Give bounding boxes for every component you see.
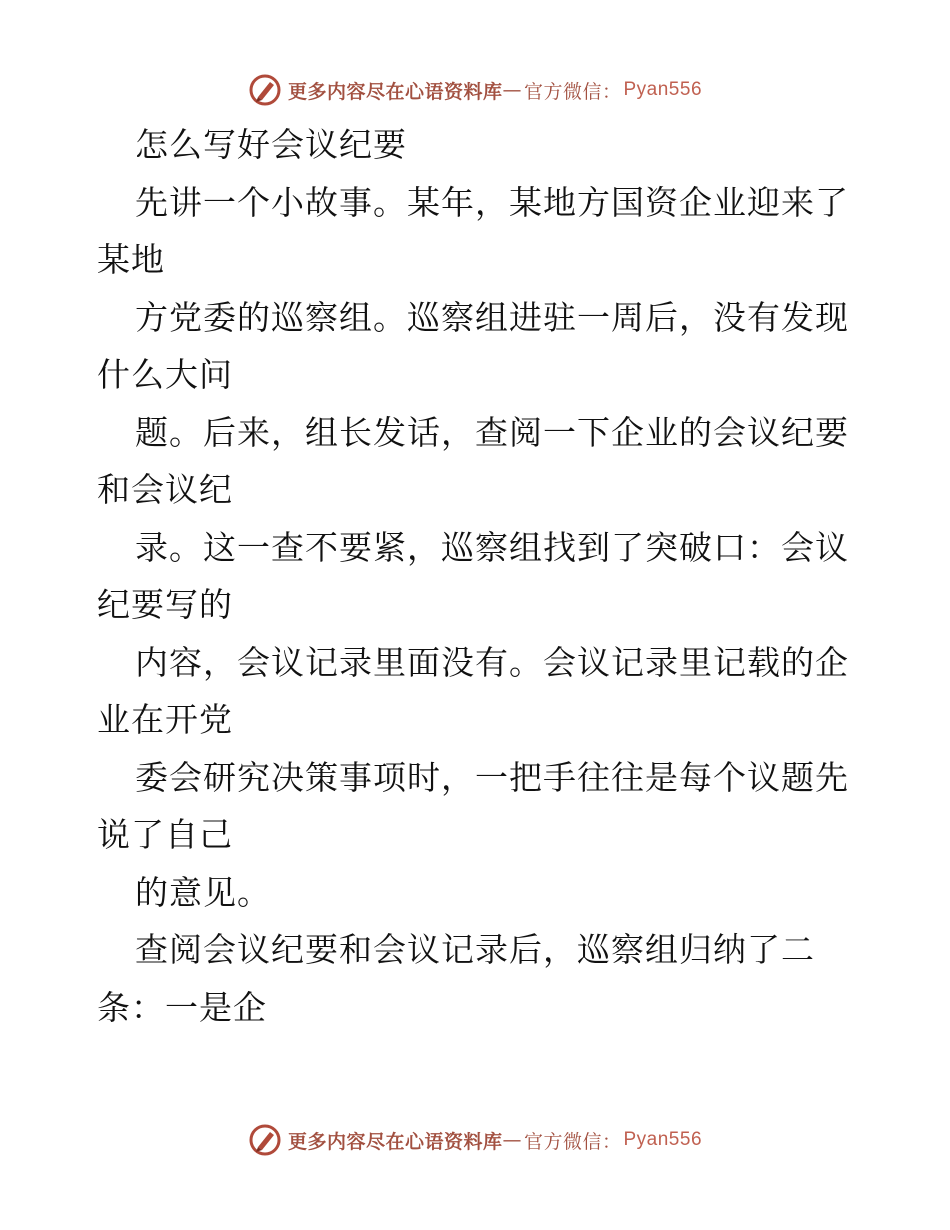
paragraph-line: 条：一是企 bbox=[97, 987, 267, 1027]
banner-official-label: 官方微信： bbox=[523, 80, 622, 103]
paragraph-line: 业在开党 bbox=[97, 700, 233, 739]
red-pen-emblem-icon bbox=[248, 1123, 282, 1157]
document-body bbox=[97, 116, 857, 1036]
document-title: 怎么写好会议纪要 bbox=[135, 125, 407, 164]
banner-official-label: 官方微信： bbox=[523, 1130, 622, 1153]
paragraph-line: 内容，会议记录里面没有。会议记录里记载的企 bbox=[135, 642, 849, 682]
paragraph-line: 某地 bbox=[97, 240, 165, 279]
paragraph-line: 说了自己 bbox=[97, 815, 233, 854]
banner-brand-text: 更多内容尽在心语资料库 bbox=[287, 80, 503, 103]
footer-banner bbox=[0, 1120, 950, 1160]
paragraph-line: 题。后来，组长发话，查阅一下企业的会议纪要 bbox=[135, 412, 849, 452]
paragraph-line: 查阅会议纪要和会议记录后，巡察组归纳了二 bbox=[135, 930, 815, 969]
paragraph-line: 的意见。 bbox=[135, 872, 271, 912]
banner-wechat-id: Pyan556 bbox=[623, 79, 703, 100]
header-banner bbox=[0, 70, 950, 110]
banner-brand-text: 更多内容尽在心语资料库 bbox=[287, 1130, 503, 1153]
red-pen-emblem-icon bbox=[248, 73, 282, 107]
paragraph-line: 方党委的巡察组。巡察组进驻一周后，没有发现 bbox=[135, 297, 849, 337]
paragraph-line: 和会议纪 bbox=[97, 470, 233, 509]
banner-dash: — bbox=[502, 79, 522, 101]
paragraph-line: 纪要写的 bbox=[97, 585, 233, 624]
banner-wechat-id: Pyan556 bbox=[623, 1129, 703, 1150]
paragraph-line: 什么大问 bbox=[97, 355, 233, 394]
paragraph-line: 先讲一个小故事。某年，某地方国资企业迎来了 bbox=[135, 182, 849, 222]
paragraph-line: 委会研究决策事项时，一把手往往是每个议题先 bbox=[135, 757, 849, 797]
paragraph-line: 录。这一查不要紧，巡察组找到了突破口：会议 bbox=[135, 527, 849, 567]
banner-dash: — bbox=[502, 1129, 522, 1151]
